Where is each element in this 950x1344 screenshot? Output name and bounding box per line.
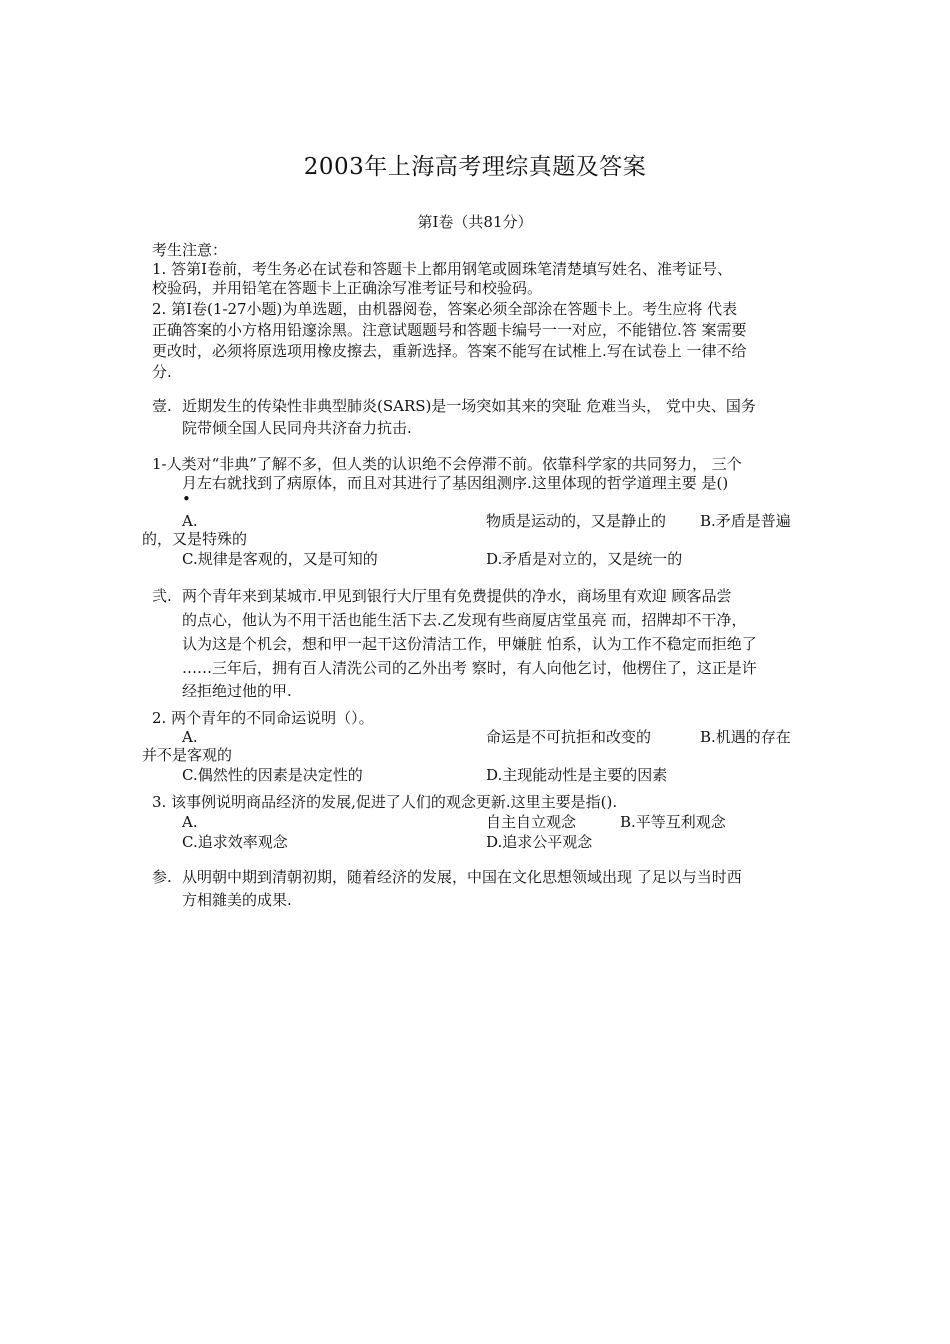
notice-item1-line2: 校验码，并用铅笔在答题卡上正确涂写准考证号和校验码。 [152, 279, 543, 297]
section2-marker: 弐. [152, 587, 172, 605]
section3-marker: 参. [152, 868, 172, 886]
q3-option-a: 自主自立观念 [486, 813, 577, 831]
page-title: 2003年上海高考理综真题及答案 [303, 154, 647, 180]
section3-line2: 方相雜美的成果. [182, 891, 292, 909]
section2-line3: 认为这是个机会，想和甲一起干这份清洁工作，甲嫌脏 怕系，认为工作不稳定而拒绝了 [182, 635, 757, 653]
q1-option-c: C.规律是客观的，又是可知的 [182, 550, 378, 568]
q3-stem: 3. 该事例说明商品经济的发展,促进了人们的观念更新.这里主要是指(). [152, 793, 618, 811]
q1-option-a-label: A. [182, 512, 198, 530]
q1-option-b-cont: 的，又是特殊的 [142, 530, 248, 548]
section2-line1: 两个青年来到某城市.甲见到银行大厅里有免费提供的净水，商场里有欢迎 顾客品尝 [182, 587, 732, 605]
section1-marker: 壹. [152, 397, 172, 415]
notice-item2-line2: 正确答案的小方格用铅邃涂黑。注意试题题号和答题卡编号一一对应，不能错位.答 案需要 [152, 321, 747, 339]
notice-heading: 考生注意： [152, 241, 228, 259]
notice-item2-line4: 分. [152, 363, 172, 381]
q3-option-c: C.追求效率观念 [182, 833, 288, 851]
q2-stem: 2. 两个青年的不同命运说明（）。 [152, 709, 374, 727]
notice-item1-line1: 1. 答第Ⅰ卷前，考生务必在试卷和答题卡上都用钢笔或圆珠笔清楚填写姓名、准考证号、 [152, 260, 733, 278]
q1-option-d: D.矛盾是对立的，又是统一的 [486, 550, 683, 568]
q1-dot: • [182, 490, 191, 508]
q3-option-d: D.追求公平观念 [486, 833, 593, 851]
section1-line1: 近期发生的传染性非典型肺炎(SARS)是一场突如其来的突耻 危难当头， 党中央、国务 [182, 397, 756, 415]
q2-option-a: 命运是不可抗拒和改变的 [486, 728, 652, 746]
q1-line1: 1-人类对“非典”了解不多，但人类的认识绝不会停滞不前。依靠科学家的共同努力， 三个 [152, 455, 742, 473]
section2-line5: 经拒绝过他的甲. [182, 682, 292, 700]
q2-option-d: D.主现能动性是主要的因素 [486, 766, 668, 784]
notice-item2-line1: 2. 第Ⅰ卷(1-27小题)为单选题，由机器阅卷，答案必须全部涂在答题卡上。考生应将 代表 [152, 300, 738, 318]
section1-line2: 院带倾全国人民同舟共济奋力抗击. [182, 419, 412, 437]
q3-option-b: B.平等互利观念 [620, 813, 726, 831]
section-subtitle: 第Ⅰ卷（共81分） [417, 213, 533, 231]
q3-option-a-label: A. [182, 813, 198, 831]
q1-option-b: B.矛盾是普遍 [700, 512, 791, 530]
q1-line2: 月左右就找到了病原体，而且对其进行了基因组测序.这里体现的哲学道理主要 是() [182, 474, 729, 492]
section3-line1: 从明朝中期到清朝初期，随着经济的发展，中国在文化思想领域出现 了足以与当时西 [182, 868, 742, 886]
q2-option-c: C.偶然性的因素是决定性的 [182, 766, 363, 784]
q2-option-b: B.机遇的存在 [700, 728, 791, 746]
q1-option-a: 物质是运动的，又是静止的 [486, 512, 667, 530]
q2-option-b-cont: 并不是客观的 [142, 746, 233, 764]
section2-line4: ……三年后，拥有百人清洗公司的乙外出考 察时，有人向他乞讨，他楞住了，这正是许 [182, 659, 757, 677]
notice-item2-line3: 更改时，必须将原选项用橡皮擦去，重新选择。答案不能写在试椎上.写在试卷上 一律不给 [152, 342, 747, 360]
section2-line2: 的点心，他认为不用干活也能生活下去.乙发现有些商厦店堂虽亮 而，招牌却不干净， [182, 611, 747, 629]
q2-option-a-label: A. [182, 728, 198, 746]
